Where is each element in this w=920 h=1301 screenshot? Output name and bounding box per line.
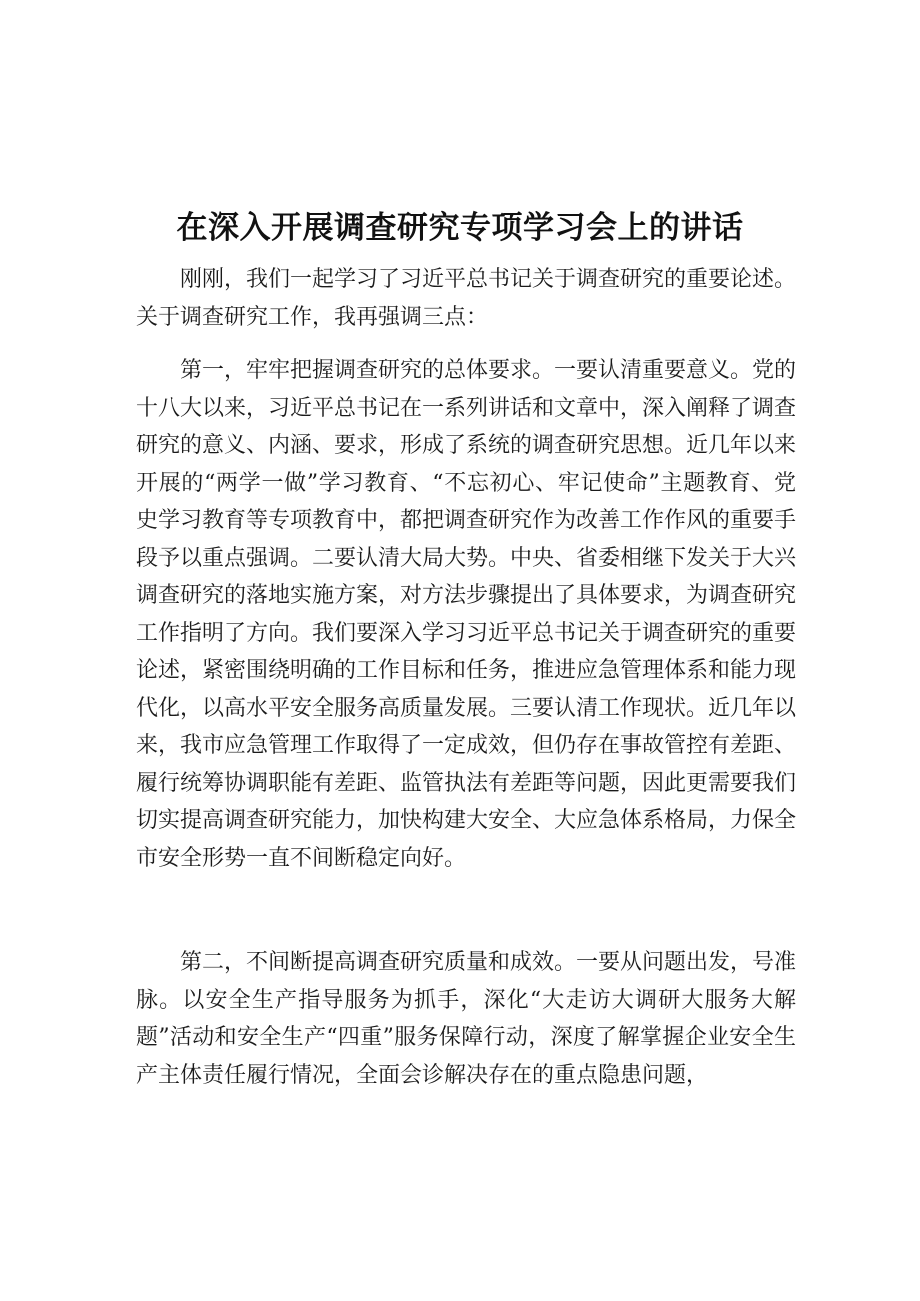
document-title: 在深入开展调查研究专项学习会上的讲话 (176, 210, 744, 246)
paragraph-intro (136, 261, 796, 336)
paragraph-second-point-text: 第二，不间断提高调查研究质量和成效。一要从问题出发，号准脉。以安全生产指导服务为抓手，深化“大走访大调研大服务大解题”活动和安全生产“四重”服务保障行动，深度了解掌握企业安全生产主体责任履行情况，全面会诊解决存在的重点隐患问题， (136, 950, 797, 1088)
paragraph-intro-text: 刚刚，我们一起学习了习近平总书记关于调查研究的重要论述。关于调查研究工作，我再强调三点： (136, 267, 797, 330)
paragraph-first-point (136, 352, 796, 877)
paragraph-first-point-text: 第一，牢牢把握调查研究的总体要求。一要认清重要意义。党的十八大以来，习近平总书记在一系列讲话和文章中，深入阐释了调查研究的意义、内涵、要求，形成了系统的调查研究思想。近几年以来开展的“两学一做”学习教育、“不忘初心、牢记使命”主题教育、党史学习教育等专项教育中，都把调查研究作为改善工作作风的重要手段予以重点强调。二要认清大局大势。中央、省委相继下发关于大兴调查研究的落地实施方案，对方法步骤提出了具体要求，为调查研究工作指明了方向。我们要深入学习习近平总书记关于调查研究的重要论述，紧密围绕明确的工作目标和任务，推进应急管理体系和能力现代化，以高水平安全服务高质量发展。三要认清工作现状。近几年以来，我市应急管理工作取得了一定成效，但仍存在事故管控有差距、履行统筹协调职能有差距、监管执法有差距等问题，因此更需要我们切实提高调查研究能力，加快构建大安全、大应急体系格局，力保全市安全形势一直不间断稳定向好。 (136, 358, 797, 871)
paragraph-second-point (136, 944, 796, 1094)
